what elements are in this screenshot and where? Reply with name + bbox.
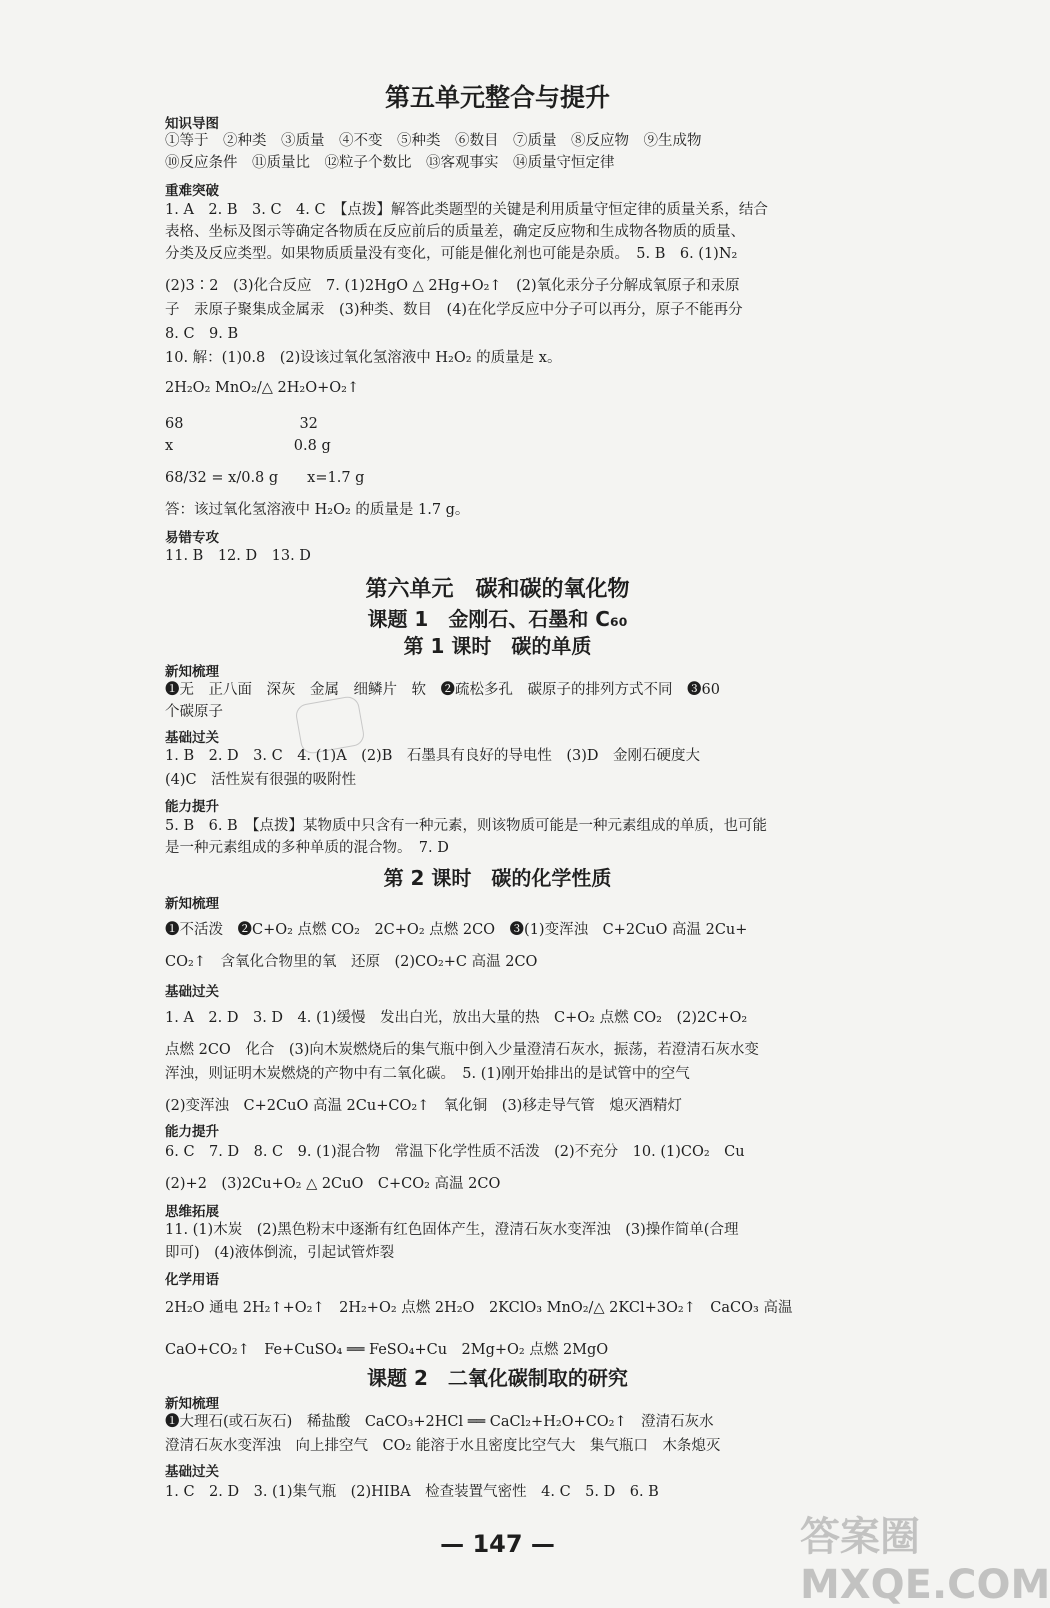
section-heading: 能力提升 [165, 1124, 219, 1140]
answer-line: 1. A 2. B 3. C 4. C 【点拨】解答此类题型的关键是利用质量守恒定律的质量关系，结合 [165, 202, 768, 218]
answer-line: 即可) (4)液体倒流，引起试管炸裂 [165, 1245, 395, 1261]
section-heading: 易错专攻 [165, 530, 219, 546]
unit5-title: 第五单元整合与提升 [384, 83, 610, 112]
section-heading: 能力提升 [165, 799, 219, 815]
answer-line: 浑浊，则证明木炭燃烧的产物中有二氧化碳。 5. (1)刚开始排出的是试管中的空气 [165, 1066, 690, 1082]
answer-line: ⑩反应条件 ⑪质量比 ⑫粒子个数比 ⑬客观事实 ⑭质量守恒定律 [165, 155, 615, 171]
answer-line: 分类及反应类型。如果物质质量没有变化，可能是催化剂也可能是杂质。 5. B 6. (1)N₂ [165, 246, 738, 262]
answer-line: (4)C 活性炭有很强的吸附性 [165, 772, 357, 788]
answer-line: (2)变浑浊 C+2CuO 高温 2Cu+CO₂↑ 氧化铜 (3)移走导气管 熄灭酒精灯 [165, 1098, 682, 1114]
section-heading: 知识导图 [165, 116, 219, 132]
section-heading: 新知梳理 [165, 896, 219, 912]
answer-line: ❶大理石(或石灰石) 稀盐酸 CaCO₃+2HCl ══ CaCl₂+H₂O+CO₂↑ 澄清石灰水 [165, 1414, 714, 1430]
section-heading: 思维拓展 [165, 1204, 219, 1220]
section-heading: 化学用语 [165, 1272, 219, 1288]
answer-line: 澄清石灰水变浑浊 向上排空气 CO₂ 能溶于水且密度比空气大 集气瓶口 木条熄灭 [165, 1438, 721, 1454]
equation-line: 68/32 = x/0.8 g x=1.7 g [165, 470, 365, 486]
page-number: — 147 — [440, 1530, 555, 1558]
answer-line: 个碳原子 [165, 704, 223, 720]
answer-line: (2)3∶2 (3)化合反应 7. (1)2HgO △ 2Hg+O₂↑ (2)氧化汞分子分解成氧原子和汞原 [165, 278, 740, 294]
equation-line: 2H₂O₂ MnO₂/△ 2H₂O+O₂↑ [165, 380, 360, 396]
section-heading: 基础过关 [165, 730, 219, 746]
watermark-text: 答案圈 MXQE.COM [800, 1514, 1050, 1608]
period2-title: 第 2 课时 碳的化学性质 [383, 866, 612, 890]
equation-line: 68 32 [165, 416, 318, 432]
section-heading: 基础过关 [165, 984, 219, 1000]
section-heading: 基础过关 [165, 1464, 219, 1480]
equation-line: CaO+CO₂↑ Fe+CuSO₄ ══ FeSO₄+Cu 2Mg+O₂ 点燃 2MgO [165, 1342, 609, 1358]
answer-line: 1. A 2. D 3. D 4. (1)缓慢 发出白光，放出大量的热 C+O₂ 点燃 CO₂ (2)2C+O₂ [165, 1010, 748, 1026]
answer-line: 11. (1)木炭 (2)黑色粉末中逐渐有红色固体产生，澄清石灰水变浑浊 (3)操作简单(合理 [165, 1222, 739, 1238]
answer-line: 6. C 7. D 8. C 9. (1)混合物 常温下化学性质不活泼 (2)不充分 10. (1)CO₂ Cu [165, 1144, 745, 1160]
answer-line: 是一种元素组成的多种单质的混合物。 7. D [165, 840, 449, 856]
section-heading: 重难突破 [165, 183, 219, 199]
answer-line: 点燃 2CO 化合 (3)向木炭燃烧后的集气瓶中倒入少量澄清石灰水，振荡，若澄清石灰水变 [165, 1042, 759, 1058]
answer-line: 11. B 12. D 13. D [165, 548, 311, 564]
equation-line: x 0.8 g [165, 438, 331, 454]
answer-line: 8. C 9. B [165, 326, 239, 342]
watermark-logo [800, 1505, 1050, 1608]
answer-line: 1. C 2. D 3. (1)集气瓶 (2)HIBA 检查装置气密性 4. C 5. D 6. B [165, 1484, 659, 1500]
unit6-title: 第六单元 碳和碳的氧化物 [365, 577, 630, 602]
answer-line: 表格、坐标及图示等确定各物质在反应前后的质量差，确定反应物和生成物各物质的质量、 [165, 224, 745, 240]
section-heading: 新知梳理 [165, 1396, 219, 1412]
answer-line: ❶无 正八面 深灰 金属 细鳞片 软 ❷疏松多孔 碳原子的排列方式不同 ❸60 [165, 682, 720, 698]
answer-line: ❶不活泼 ❷C+O₂ 点燃 CO₂ 2C+O₂ 点燃 2CO ❸(1)变浑浊 C+2CuO 高温 2Cu+ [165, 922, 748, 938]
section-heading: 新知梳理 [165, 664, 219, 680]
answer-line: 5. B 6. B 【点拨】某物质中只含有一种元素，则该物质可能是一种元素组成的单质，也可能 [165, 818, 767, 834]
lesson2-title: 课题 2 二氧化碳制取的研究 [367, 1366, 628, 1390]
answer-line: (2)+2 (3)2Cu+O₂ △ 2CuO C+CO₂ 高温 2CO [165, 1176, 501, 1192]
lesson1-title: 课题 1 金刚石、石墨和 C₆₀ [367, 607, 628, 631]
answer-line: 1. B 2. D 3. C 4. (1)A (2)B 石墨具有良好的导电性 (3)D 金刚石硬度大 [165, 748, 701, 764]
period1-title: 第 1 课时 碳的单质 [403, 634, 592, 658]
answer-line: 答：该过氧化氢溶液中 H₂O₂ 的质量是 1.7 g。 [165, 502, 470, 518]
equation-line: 2H₂O 通电 2H₂↑+O₂↑ 2H₂+O₂ 点燃 2H₂O 2KClO₃ MnO₂/△ 2KCl+3O₂↑ CaCO₃ 高温 [165, 1300, 793, 1316]
answer-line: 子 汞原子聚集成金属汞 (3)种类、数目 (4)在化学反应中分子可以再分，原子不能再分 [165, 302, 743, 318]
answer-line: CO₂↑ 含氧化合物里的氧 还原 (2)CO₂+C 高温 2CO [165, 954, 538, 970]
answer-line: 10. 解：(1)0.8 (2)设该过氧化氢溶液中 H₂O₂ 的质量是 x。 [165, 350, 562, 366]
answer-line: ①等于 ②种类 ③质量 ④不变 ⑤种类 ⑥数目 ⑦质量 ⑧反应物 ⑨生成物 [165, 133, 702, 149]
